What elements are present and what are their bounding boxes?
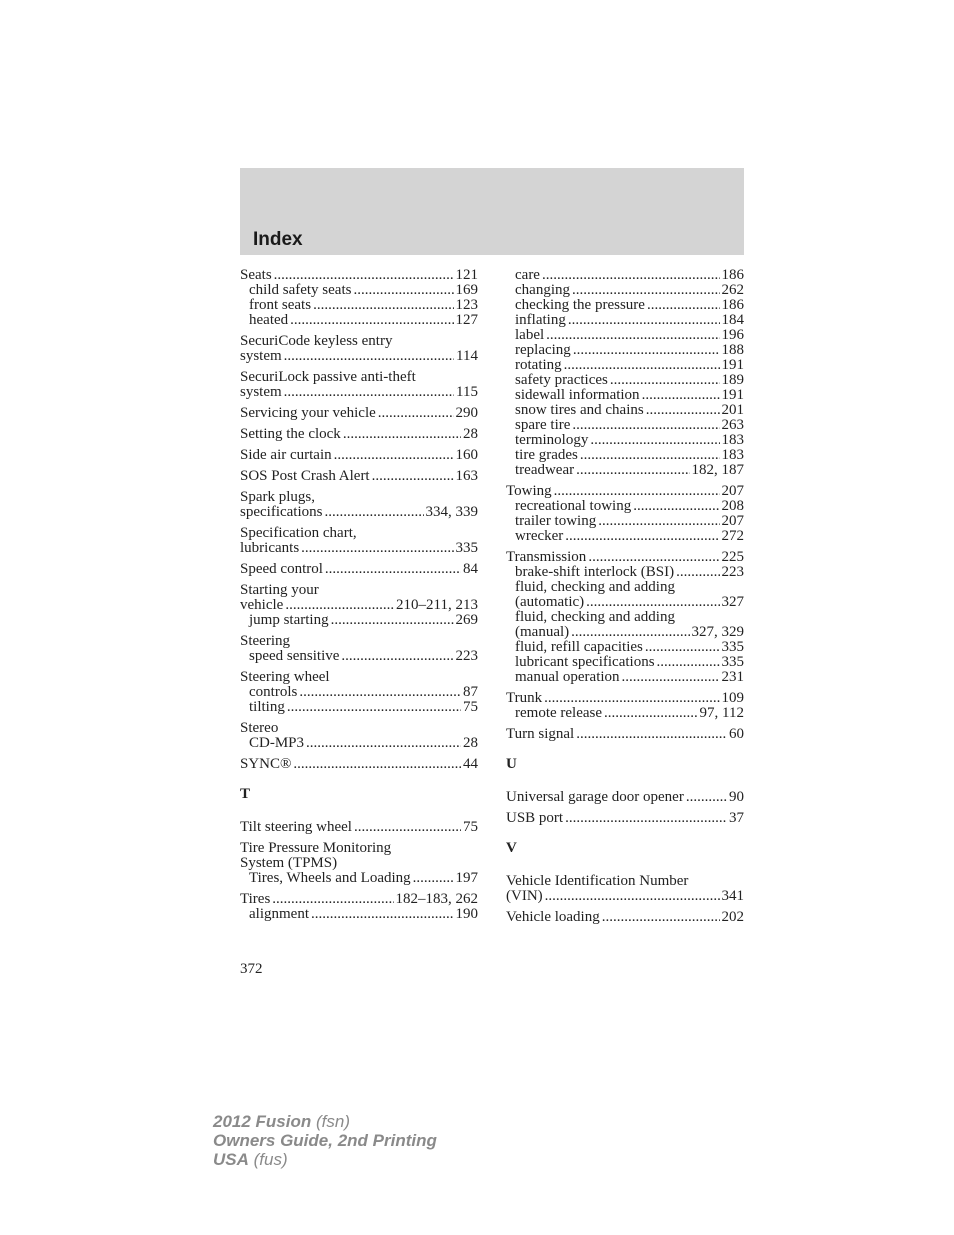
index-subentry-line — [240, 736, 478, 751]
index-page-ref: 90 — [729, 789, 744, 805]
index-page-ref: 127 — [455, 312, 478, 328]
dot-leader — [572, 418, 719, 433]
index-entry — [240, 370, 478, 400]
index-term: Speed control — [240, 561, 323, 577]
index-entry-line — [506, 811, 744, 826]
index-entry — [240, 841, 478, 886]
index-term: replacing — [515, 342, 571, 358]
index-subentry-line — [506, 268, 744, 283]
dot-leader — [565, 529, 719, 544]
index-page-ref: 183 — [721, 447, 744, 463]
dot-leader — [324, 505, 423, 520]
dot-leader — [633, 499, 719, 514]
index-subentry-line — [506, 625, 744, 640]
index-entry-line — [240, 634, 478, 649]
index-term: speed sensitive — [249, 648, 340, 664]
index-term: Spark plugs, — [240, 489, 315, 505]
index-subentry-line — [506, 565, 744, 580]
index-term: changing — [515, 282, 570, 298]
index-page-ref: 121 — [455, 267, 478, 283]
index-entry — [240, 562, 478, 577]
index-term: USB port — [506, 810, 564, 826]
index-entry-line — [240, 598, 478, 613]
index-entry-line — [506, 889, 744, 904]
index-page-ref: 163 — [455, 468, 478, 484]
dot-leader — [378, 406, 454, 421]
index-term: Setting the clock — [240, 426, 341, 442]
index-term: SecuriCode keyless entry — [240, 333, 393, 349]
index-entry-line — [240, 841, 478, 856]
index-entry — [506, 727, 744, 742]
index-entry — [240, 448, 478, 463]
index-page-ref: 28 — [463, 735, 478, 751]
index-subentry-line — [506, 388, 744, 403]
index-subentry-line — [506, 373, 744, 388]
index-term: Seats — [240, 267, 272, 283]
index-subentry-line — [506, 499, 744, 514]
index-term: wrecker — [515, 528, 564, 544]
dot-leader — [554, 484, 720, 499]
index-term: inflating — [515, 312, 566, 328]
index-entry — [240, 469, 478, 484]
index-page-ref: 341 — [721, 888, 744, 904]
footer-line-region — [213, 1150, 437, 1169]
index-term: tilting — [249, 699, 285, 715]
dot-leader — [313, 298, 453, 313]
index-entry-line — [240, 562, 478, 577]
index-page-ref: 327, 329 — [691, 624, 744, 640]
index-entry-line — [240, 268, 478, 283]
index-page-ref: 186 — [721, 297, 744, 313]
dot-leader — [622, 670, 720, 685]
index-subentry-line — [506, 298, 744, 313]
index-subentry-line — [506, 595, 744, 610]
index-term: (manual) — [515, 624, 570, 640]
index-page-ref: 335 — [455, 540, 478, 556]
dot-leader — [546, 328, 719, 343]
index-entry — [240, 526, 478, 556]
index-subentry-line — [506, 358, 744, 373]
index-term: Tire Pressure Monitoring — [240, 840, 392, 856]
index-term: controls — [249, 684, 298, 700]
index-term: Vehicle loading — [506, 909, 600, 925]
index-page-ref: 186 — [721, 267, 744, 283]
page-number: 372 — [240, 961, 263, 977]
index-page-ref: 160 — [455, 447, 478, 463]
index-page-ref: 225 — [721, 549, 744, 565]
index-term: (VIN) — [506, 888, 543, 904]
dot-leader — [284, 385, 454, 400]
index-entry — [240, 820, 478, 835]
dot-leader — [272, 892, 393, 907]
index-page-ref: 123 — [455, 297, 478, 313]
index-term: remote release — [515, 705, 603, 721]
dot-leader — [576, 727, 727, 742]
index-subentry-line — [506, 313, 744, 328]
index-entry-line — [506, 484, 744, 499]
dot-leader — [573, 343, 720, 358]
index-term: Steering — [240, 633, 290, 649]
index-term: Steering wheel — [240, 669, 330, 685]
index-subentry-line — [506, 706, 744, 721]
index-page-ref: 109 — [721, 690, 744, 706]
index-page-ref: 28 — [463, 426, 478, 442]
dot-leader — [657, 655, 720, 670]
index-term: vehicle — [240, 597, 284, 613]
index-term: terminology — [515, 432, 589, 448]
index-page-ref: 87 — [463, 684, 478, 700]
dot-leader — [353, 283, 453, 298]
index-subentry-line — [506, 343, 744, 358]
dot-leader — [372, 469, 454, 484]
index-subentry-line — [506, 448, 744, 463]
dot-leader — [686, 790, 727, 805]
index-column-left — [240, 268, 478, 928]
index-entry — [240, 634, 478, 664]
index-entry-line — [240, 757, 478, 772]
footer-line-guide — [213, 1131, 437, 1150]
index-entry — [506, 874, 744, 904]
index-page-ref: 183 — [721, 432, 744, 448]
index-term: snow tires and chains — [515, 402, 644, 418]
index-term: heated — [249, 312, 289, 328]
index-term: rotating — [515, 357, 562, 373]
dot-leader — [343, 427, 461, 442]
index-page-ref: 169 — [455, 282, 478, 298]
index-subentry-line — [240, 613, 478, 628]
index-entry-line — [240, 427, 478, 442]
index-section-letter: T — [240, 786, 251, 802]
footer-model-code: (fsn) — [316, 1112, 350, 1131]
index-entry — [506, 484, 744, 544]
index-entry — [506, 691, 744, 721]
index-term: lubricant specifications — [515, 654, 655, 670]
dot-leader — [325, 562, 461, 577]
index-entry — [240, 427, 478, 442]
index-entry-line — [240, 349, 478, 364]
dot-leader — [645, 640, 720, 655]
index-subentry-line — [506, 610, 744, 625]
index-term: SecuriLock passive anti-theft — [240, 369, 416, 385]
index-section-letter: U — [506, 756, 517, 772]
index-page-ref: 201 — [721, 402, 744, 418]
index-term: fluid, checking and adding — [515, 579, 675, 595]
index-entry — [240, 721, 478, 751]
index-term: alignment — [249, 906, 309, 922]
dot-leader — [565, 811, 727, 826]
dot-leader — [287, 700, 461, 715]
index-page-ref: 84 — [463, 561, 478, 577]
index-term: fluid, refill capacities — [515, 639, 643, 655]
index-page-ref: 327 — [721, 594, 744, 610]
index-page-ref: 210–211, 213 — [396, 597, 478, 613]
index-term: CD-MP3 — [249, 735, 305, 751]
dot-leader — [580, 448, 720, 463]
dot-leader — [341, 649, 453, 664]
dot-leader — [290, 313, 453, 328]
index-page-ref: 190 — [455, 906, 478, 922]
index-term: front seats — [249, 297, 312, 313]
dot-leader — [576, 463, 689, 478]
index-term: Tilt steering wheel — [240, 819, 352, 835]
index-term: treadwear — [515, 462, 575, 478]
dot-leader — [646, 403, 720, 418]
dot-leader — [647, 298, 720, 313]
index-entry-line — [240, 490, 478, 505]
index-entry-line — [506, 910, 744, 925]
index-entry — [240, 892, 478, 922]
index-page-ref: 37 — [729, 810, 744, 826]
index-page-ref: 335 — [721, 654, 744, 670]
index-entry — [506, 268, 744, 478]
index-page-ref: 188 — [721, 342, 744, 358]
dot-leader — [568, 313, 720, 328]
index-subentry-line — [506, 655, 744, 670]
index-term: Towing — [506, 483, 552, 499]
index-entry-line — [240, 526, 478, 541]
index-entry-line — [506, 550, 744, 565]
index-term: trailer towing — [515, 513, 597, 529]
index-term: care — [515, 267, 540, 283]
dot-leader — [602, 910, 720, 925]
index-entry-line — [240, 820, 478, 835]
index-term: child safety seats — [249, 282, 352, 298]
index-entry — [506, 811, 744, 826]
index-page-ref: 184 — [721, 312, 744, 328]
index-page-ref: 182, 187 — [691, 462, 744, 478]
index-page-ref: 114 — [456, 348, 478, 364]
index-subentry-line — [240, 685, 478, 700]
dot-leader — [586, 595, 719, 610]
index-term: tire grades — [515, 447, 578, 463]
index-term: system — [240, 348, 282, 364]
dot-leader — [274, 268, 454, 283]
dot-leader — [598, 514, 719, 529]
index-page-ref: 191 — [721, 387, 744, 403]
index-page-ref: 262 — [721, 282, 744, 298]
dot-leader — [590, 433, 719, 448]
dot-leader — [354, 820, 461, 835]
index-entry — [240, 490, 478, 520]
index-entry-line — [240, 385, 478, 400]
index-page-ref: 290 — [455, 405, 478, 421]
index-term: label — [515, 327, 545, 343]
index-entry — [506, 910, 744, 925]
index-term: fluid, checking and adding — [515, 609, 675, 625]
index-page-ref: 115 — [456, 384, 478, 400]
index-subentry-line — [506, 463, 744, 478]
index-term: Universal garage door opener — [506, 789, 684, 805]
dot-leader — [588, 550, 719, 565]
dot-leader — [642, 388, 720, 403]
index-term: SYNC® — [240, 756, 292, 772]
index-entry — [240, 757, 478, 772]
index-term: system — [240, 384, 282, 400]
index-term: recreational towing — [515, 498, 632, 514]
index-subentry-line — [506, 403, 744, 418]
index-term: Trunk — [506, 690, 543, 706]
dot-leader — [301, 541, 453, 556]
index-entry-line — [240, 892, 478, 907]
dot-leader — [285, 598, 394, 613]
dot-leader — [413, 871, 454, 886]
index-term: safety practices — [515, 372, 608, 388]
dot-leader — [334, 448, 454, 463]
index-term: jump starting — [249, 612, 329, 628]
index-page-ref: 334, 339 — [425, 504, 478, 520]
index-entry-line — [240, 721, 478, 736]
index-page-ref: 207 — [721, 513, 744, 529]
index-subentry-line — [506, 328, 744, 343]
index-term: sidewall information — [515, 387, 640, 403]
index-subentry-line — [240, 907, 478, 922]
index-subentry-line — [506, 640, 744, 655]
index-entry-line — [506, 790, 744, 805]
index-column-right — [506, 268, 744, 931]
index-entry-line — [240, 670, 478, 685]
dot-leader — [676, 565, 719, 580]
index-term: Starting your — [240, 582, 319, 598]
page-title: Index — [253, 229, 303, 250]
index-entry — [506, 550, 744, 685]
index-entry-line — [240, 583, 478, 598]
index-entry-line — [240, 541, 478, 556]
index-entry — [240, 268, 478, 328]
index-entry — [240, 670, 478, 715]
index-subentry-line — [506, 514, 744, 529]
index-subentry-line — [240, 283, 478, 298]
index-page-ref: 202 — [721, 909, 744, 925]
index-page-ref: 223 — [721, 564, 744, 580]
index-term: (automatic) — [515, 594, 585, 610]
index-subentry-line — [506, 580, 744, 595]
index-term: Vehicle Identification Number — [506, 873, 689, 889]
index-term: Stereo — [240, 720, 279, 736]
index-entry — [240, 334, 478, 364]
index-page-ref: 60 — [729, 726, 744, 742]
index-entry — [240, 406, 478, 421]
dot-leader — [545, 889, 720, 904]
index-page-ref: 272 — [721, 528, 744, 544]
index-entry-line — [240, 334, 478, 349]
index-page-ref: 207 — [721, 483, 744, 499]
footer-line-model — [213, 1112, 437, 1131]
index-entry — [506, 790, 744, 805]
index-entry-line — [240, 448, 478, 463]
dot-leader — [564, 358, 720, 373]
index-entry-line — [240, 856, 478, 871]
dot-leader — [299, 685, 461, 700]
index-subentry-line — [506, 283, 744, 298]
index-page-ref: 197 — [455, 870, 478, 886]
index-subentry-line — [240, 298, 478, 313]
dot-leader — [284, 349, 454, 364]
index-subentry-line — [240, 313, 478, 328]
dot-leader — [542, 268, 720, 283]
index-term: Specification chart, — [240, 525, 357, 541]
index-page-ref: 182–183, 262 — [395, 891, 478, 907]
index-page-ref: 231 — [721, 669, 744, 685]
index-page-ref: 75 — [463, 699, 478, 715]
index-term: lubricants — [240, 540, 300, 556]
dot-leader — [544, 691, 719, 706]
dot-leader — [604, 706, 698, 721]
index-subentry-line — [506, 433, 744, 448]
index-page-ref: 189 — [721, 372, 744, 388]
index-term: Servicing your vehicle — [240, 405, 376, 421]
dot-leader — [571, 625, 689, 640]
index-subentry-line — [506, 529, 744, 544]
index-page-ref: 223 — [455, 648, 478, 664]
dot-leader — [572, 283, 720, 298]
index-term: manual operation — [515, 669, 620, 685]
index-subentry-line — [240, 649, 478, 664]
dot-leader — [306, 736, 461, 751]
index-page-ref: 97, 112 — [699, 705, 744, 721]
footer-guide: Owners Guide, 2nd Printing — [213, 1131, 437, 1150]
index-page-ref: 196 — [721, 327, 744, 343]
index-page-ref: 44 — [463, 756, 478, 772]
index-term: Tires, Wheels and Loading — [249, 870, 411, 886]
index-page-ref: 75 — [463, 819, 478, 835]
footer-model: 2012 Fusion — [213, 1112, 312, 1131]
index-term: specifications — [240, 504, 323, 520]
index-term: spare tire — [515, 417, 571, 433]
index-term: Tires — [240, 891, 271, 907]
index-page-ref: 269 — [455, 612, 478, 628]
index-page-ref: 263 — [721, 417, 744, 433]
index-subentry-line — [506, 418, 744, 433]
dot-leader — [331, 613, 454, 628]
index-term: System (TPMS) — [240, 855, 338, 871]
index-entry — [240, 583, 478, 628]
index-term: SOS Post Crash Alert — [240, 468, 370, 484]
index-page-ref: 208 — [721, 498, 744, 514]
index-term: Turn signal — [506, 726, 575, 742]
index-entry-line — [240, 406, 478, 421]
index-subentry-line — [240, 871, 478, 886]
index-entry-line — [240, 370, 478, 385]
index-term: Side air curtain — [240, 447, 332, 463]
index-section-letter: V — [506, 840, 517, 856]
index-subentry-line — [240, 700, 478, 715]
dot-leader — [311, 907, 454, 922]
index-page-ref: 191 — [721, 357, 744, 373]
index-term: Transmission — [506, 549, 587, 565]
index-entry-line — [506, 691, 744, 706]
index-term: checking the pressure — [515, 297, 645, 313]
dot-leader — [293, 757, 461, 772]
index-entry-line — [240, 469, 478, 484]
index-subentry-line — [506, 670, 744, 685]
index-term: brake-shift interlock (BSI) — [515, 564, 675, 580]
index-entry-line — [506, 874, 744, 889]
index-header-band — [240, 168, 744, 255]
footer-region: USA — [213, 1150, 249, 1169]
index-entry-line — [506, 727, 744, 742]
dot-leader — [610, 373, 720, 388]
index-entry-line — [240, 505, 478, 520]
footer — [213, 1112, 437, 1169]
footer-region-code: (fus) — [253, 1150, 288, 1169]
index-page-ref: 335 — [721, 639, 744, 655]
